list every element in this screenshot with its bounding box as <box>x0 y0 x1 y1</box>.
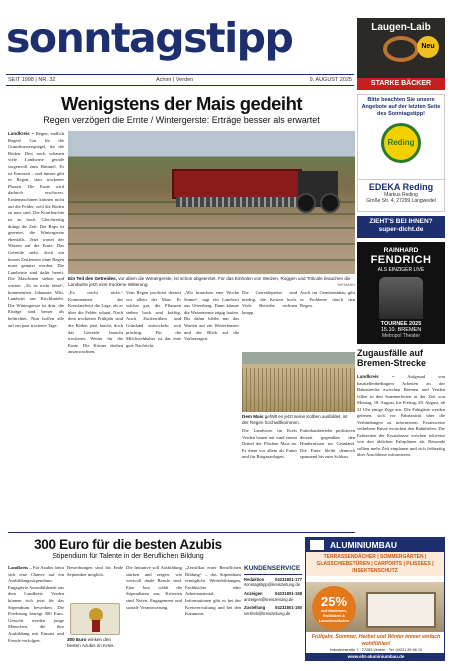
photo-credit: NIEMANN <box>337 283 355 288</box>
harrow-field-photo <box>68 131 355 274</box>
side-article-body <box>357 374 445 492</box>
photo-caption <box>68 276 355 288</box>
alu-slogan: Frühjahr, Sommer, Herbst und Winter immer einfach wohlfühlen! <box>311 634 441 647</box>
ad-edeka[interactable] <box>357 180 445 212</box>
lead-headline: Wenigstens der Mais gedeiht <box>60 93 303 114</box>
sonntagstipp-logo[interactable]: sonntagstipp <box>6 14 293 62</box>
new-badge: Neu <box>417 36 439 58</box>
section-divider <box>8 532 355 533</box>
lead-column-5b: Auch im Gemüseanbau gibt es Probleme durch den Regen. <box>300 290 355 309</box>
service-row-zustellung <box>244 605 302 616</box>
caption2-text: gefällt es jetzt seine Kolben ausbildet, ist der Regen hochwillkommen. <box>242 414 348 426</box>
ad-reding-message: Bitte beachten Sie unsere Angebote auf der letzten Seite des Sonntagstipp! <box>361 97 441 117</box>
corn-field-photo <box>242 352 355 412</box>
lead-subline: Regen verzögert die Ernte / Wintergerste: Erträge besser als erwartet <box>43 115 320 125</box>
fendrich-tagline: ALS EINZIGER LIVE <box>377 267 425 273</box>
side-article-lead: Landkreis – <box>357 374 395 379</box>
caption2-bold: Dem Mais <box>242 414 264 419</box>
azubi-caption-text: winken den besten Azubis im Kreis. <box>67 637 115 649</box>
ad-fendrich-concert[interactable] <box>357 242 445 344</box>
lead-column-7: Futterbaubetriebe profitieren derzeit gegenüber den Hindernissen im Grünland. Die Ernte bleibt dennoch spannend bis zum Schluss. <box>300 428 355 460</box>
azubi-caption-bold: 300 Euro <box>67 637 87 642</box>
fendrich-portrait-image <box>379 277 423 319</box>
ribbon-icon <box>92 620 100 632</box>
tractor-wheel <box>320 193 340 213</box>
edeka-name: EDEKA Reding <box>368 182 434 192</box>
service-row-redaktion <box>244 577 302 588</box>
lead-column-3: Vom Regen profitiert derzeit vor allem der Mais. Er wächst gut, die Pflanzen stehen hoch und kräftig. Auch Zuckerrüben und Grünland entwickeln sich prächtig. Für die Milchviehhalter ist das eine gute Nachricht. <box>126 290 181 348</box>
edeka-address: Große Str. 4, 27299 Langwedel <box>366 198 436 205</box>
service-phone[interactable]: 04231801-158 <box>274 591 302 597</box>
alu-website[interactable]: www.ebt-aluminiumbau.de <box>306 653 445 660</box>
azubi-col1-text: Für Azubis lohnt sich eine Chance auf ein Ausbildungsstipendium. Engagierte Auszubildende aus dem Landkreis Verden können sich jetzt für das Stipendium bewerben. Die Förderung beträgt 300 Euro. Gesucht werden junge Menschen, die ihre Ausbildung mit Einsatz und Freude verfolgen. <box>8 565 64 643</box>
kundenservice-box <box>244 565 302 661</box>
kundenservice-title: KUNDENSERVICE <box>244 565 302 575</box>
azubi-column-4: „Zertifikat einer Beruflichen Bildung“ – das Stipendium ermöglicht Weiterbildungen, Fachbücher oder Arbeitsmaterial. Informationen gibt es bei der Kreisverwaltung und bei den Kammern. <box>185 565 241 617</box>
service-phone[interactable]: 04231801-150 <box>274 605 302 611</box>
lead-column-4: „Wir brauchen eine Woche Sonne“, sagt ein Landwirt aus Ottersberg. Dann könnte die Weizenernte zügig laufen. Bis dahin bleibt nur das Warten auf ein Wetterfenster und der Blick auf die Vorhersagen. <box>184 290 239 342</box>
service-email[interactable]: vertrieb@kreiszeitung.de <box>244 611 291 617</box>
alu-discount-badge <box>312 586 356 630</box>
azubi-column-3: Die Initiative soll Ausbildung stärken und zeigen, wie wertvoll duale Berufe sind. Eine Jury wählt die Stipendiaten aus. Kriterien sind Noten, Engagement und soziale Verantwortung. <box>126 565 182 610</box>
side-article-text: Aufgrund von baustellenbedingten Arbeiten an der Bahnstrecke zwischen Bremen und Verden fallen in den Sommerferien in der Zeit von Montag, 18. August, bis Freitag, 29. August, ab 21 Uhr einige Züge aus. Die Fahrgäste werden gebeten, sich vor Fahrtantritt über die Verbindungen zu informieren. Ersatzweise verkehren Busse zwischen den Bahnhöfen. Die Fahrzeiten der Ersatzbusse weichen teilweise von den üblichen Fahrplänen ab. Reisende sollten mehr Zeit einplanen und sich frühzeitig über Anschlüsse informieren. <box>357 374 445 458</box>
issue-number: SEIT 1998 | NR. 32 <box>8 77 56 83</box>
ad-laugen-laib[interactable] <box>357 18 445 78</box>
service-phone[interactable]: 04231801-177 <box>274 576 302 582</box>
fendrich-last-name: FENDRICH <box>370 254 432 266</box>
alu-address: Industriestraße 7 · 27283 Verden · Tel. 04231 95 66 10 <box>329 648 423 652</box>
lead-column-2: „Es reicht nicht.“ Kommentiert der Kreislandwirt die Lage, als er über die Felder schaut. Nach dem trockenen Frühjahr sind die Böden jetzt feucht, doch das Getreide braucht trockenes Wetter für die Ernte. Die Körner drohen auszuwachsen. <box>68 290 123 355</box>
alu-discount-label: auf Markisen, Rollläden & Lamellendächer <box>318 608 350 623</box>
ad-starke-baecker[interactable]: STARKE BÄCKER <box>357 78 445 90</box>
harrow-discs <box>176 197 298 207</box>
ad-reding[interactable] <box>357 94 445 180</box>
caption-text: vor allem die Wintergerste, ist schon abgeerntet. Für das Einholen von Weizen, Roggen und Triticale brauchen die Landwirte jetzt eine trockene Witterung. <box>68 276 351 288</box>
lead-column-6: Die Landwirte im Kreis Verden bauen auf rund einem Drittel der Flächen Mais an. Er dient vor allem als Futter und für Biogasanlagen. <box>242 428 297 460</box>
fendrich-tour: TOURNEE 2025 <box>380 321 422 327</box>
azubi-caption <box>67 637 123 649</box>
alu-discount-pct: 25% <box>320 594 348 609</box>
azubi-subline: Stipendium für Talente in der Beruflichen Bildung <box>52 553 204 560</box>
harrow-machine <box>172 169 302 199</box>
alu-products: TERRASSENDÄCHER | SOMMERGÄRTEN | GLASSCHIEBETÜREN | CARPORTS | PLISSEES | INSEKTENSCHUTZ <box>306 552 444 576</box>
issue-bar <box>6 74 354 86</box>
alu-header <box>306 538 444 552</box>
azubi-column-1 <box>8 565 64 661</box>
ad-aluminiumbau[interactable] <box>305 537 445 661</box>
lead-column-5a: Die Getreidepreise sind niedrig, die Kosten hoch. Viele Betriebe rechnen knapp. <box>242 290 297 315</box>
certificate-photo <box>70 603 120 635</box>
service-email[interactable]: sonntagstipp@kreiszeitung.de <box>244 582 301 588</box>
service-label: Zustellung <box>244 605 266 611</box>
edeka-owner: Markus Reding <box>384 192 418 198</box>
ad-dicht-url: super-dicht.de <box>378 226 424 234</box>
house-image <box>366 592 436 628</box>
lead-col1-text: Regen, endlich Regen! Gut für die Grundwasserspiegel, für die Böden. Den noch schauen viele Landwirte gerade sorgenvoll zum Himmel. Es ist Erntezeit – und immer gibt es Regen, statt trockener Phasen. Die Ernte wird dadurch erschwert. Erntemaschinen können nicht auf die Felder, weil die Böden zu nass sind. Die Kornfeuchte ist zu hoch. Gleichzeitig drängt die Zeit: Der Raps ist geerntet, die Wintergerste ebenfalls. Jetzt wartet der Weizen auf die Ernte. Das Getreide steht, doch ein kurzes Zeitfenster ohne Regen muss genutzt werden. Die Landwirte sind dafür bereit. Die Maschinen stehen und warten. „Es ist nicht ideal“, kommentiert Johannes Witt, Landwirt aus Kirchlinteln. Die Wintergerste ist drin, die Erträge sind besser als befürchtet. Nun hoffen alle auf ein paar trockene Tage. <box>8 131 64 328</box>
fendrich-date: 15.10. BREMEN <box>380 327 422 333</box>
ad-dicht-question: ZIEHT'S BEI IHNEN? <box>369 218 433 225</box>
lead-dateline: Landkreis – <box>8 131 35 136</box>
service-label: Anzeigen <box>244 591 263 597</box>
fendrich-venue: Metropol Theater <box>382 333 420 339</box>
ad-laugen-title: Laugen-Laib <box>371 22 431 33</box>
service-email[interactable]: anzeigen@kreiszeitung.de <box>244 596 294 602</box>
ad-super-dicht[interactable] <box>357 216 445 238</box>
masthead <box>6 14 354 74</box>
ebt-logo-icon <box>310 540 324 550</box>
tractor-wheel <box>296 193 316 213</box>
azubi-headline: 300 Euro für die besten Azubis <box>34 537 222 552</box>
alu-brand: ALUMINIUMBAU <box>330 540 398 550</box>
fendrich-first-name: RAINHARD <box>383 247 419 254</box>
azubi-column-2: Bewerbungen sind bis Ende September möglich. <box>67 565 123 577</box>
service-label: Redaktion <box>244 576 265 582</box>
caption-bold: Ein Teil des Getreides, <box>68 276 117 281</box>
pretzel-bread-image <box>383 36 419 62</box>
azubi-dateline: Landkreis – <box>8 565 32 570</box>
lead-column-1 <box>8 131 64 528</box>
service-row-anzeigen <box>244 591 302 602</box>
region-label: Achim | Verden <box>156 77 194 83</box>
corn-photo-caption <box>242 414 355 426</box>
issue-date: 9. AUGUST 2025 <box>309 77 352 83</box>
reding-logo-icon: Reding <box>381 123 421 163</box>
side-article-title: Zugausfälle auf Bremen-Strecke <box>357 348 427 369</box>
